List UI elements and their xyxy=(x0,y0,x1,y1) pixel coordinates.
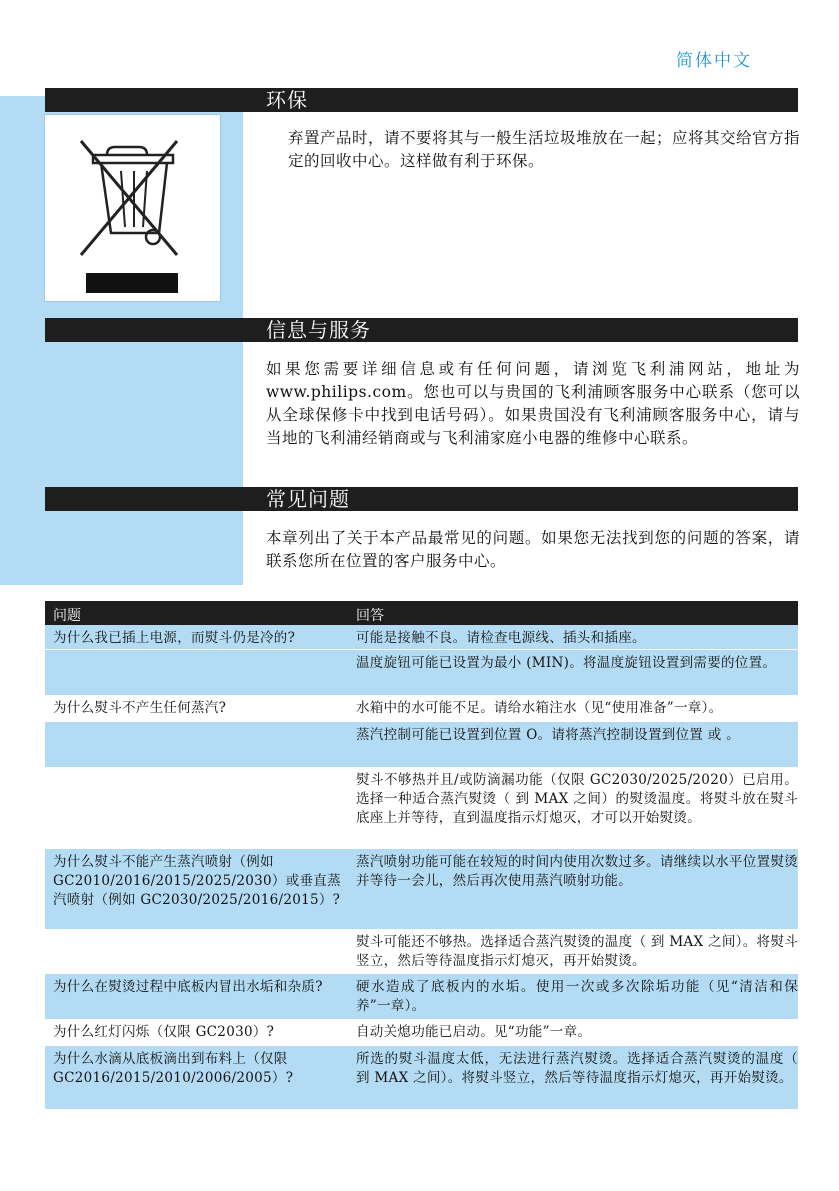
table-row xyxy=(45,849,798,929)
section-header-bar xyxy=(45,88,798,112)
section-title-env: 环保 xyxy=(266,88,308,112)
table-row xyxy=(45,722,798,767)
answer-cell: 蒸汽喷射功能可能在较短的时间内使用次数过多。请继续以水平位置熨烫并等待一会儿，然后再次使用蒸汽喷射功能。 xyxy=(356,854,798,889)
answer-cell: 水箱中的水可能不足。请给水箱注水（见“使用准备”一章）。 xyxy=(356,700,723,716)
crossed-bin-icon xyxy=(45,115,220,301)
answer-cell: 温度旋钮可能已设置为最小 (MIN)。将温度旋钮设置到需要的位置。 xyxy=(356,655,777,671)
table-row xyxy=(45,974,798,1019)
answer-cell: 可能是接触不良。请检查电源线、插头和插座。 xyxy=(356,630,646,646)
env-paragraph: 弃置产品时，请不要将其与一般生活垃圾堆放在一起；应将其交给官方指定的回收中心。这样做有利于环保。 xyxy=(288,129,801,170)
question-cell: 为什么熨斗不产生任何蒸汽? xyxy=(53,700,227,716)
header-answer: 回答 xyxy=(356,608,384,624)
answer-cell: 所选的熨斗温度太低，无法进行蒸汽熨烫。选择适合蒸汽熨烫的温度（ 到 MAX 之间）。将熨斗竖立，然后等待温度指示灯熄灭，再开始熨烫。 xyxy=(356,1051,798,1086)
section-title-faq: 常见问题 xyxy=(266,487,350,511)
section-title-info: 信息与服务 xyxy=(266,318,371,342)
faq-paragraph: 本章列出了关于本产品最常见的问题。如果您无法找到您的问题的答案，请联系您所在位置的客户服务中心。 xyxy=(266,529,800,570)
answer-cell: 蒸汽控制可能已设置到位置 O。请将蒸汽控制设置到位置 或 。 xyxy=(356,727,740,743)
question-cell: 为什么我已插上电源，而熨斗仍是冷的? xyxy=(53,630,296,646)
table-row xyxy=(45,625,798,650)
question-cell: 为什么熨斗不能产生蒸汽喷射（例如 GC2010/2016/2015/2025/2030）或垂直蒸汽喷射（例如 GC2030/2025/2016/2015）? xyxy=(53,854,341,908)
answer-cell: 硬水造成了底板内的水垢。使用一次或多次除垢功能（见“清洁和保养”一章）。 xyxy=(356,979,798,1014)
answer-cell: 熨斗不够热并且/或防滴漏功能（仅限 GC2030/2025/2020）已启用。选择一种适合蒸汽熨烫（ 到 MAX 之间）的熨烫温度。将熨斗放在熨斗底座上并等待，直到温度指示灯熄灭，才可以开始熨烫。 xyxy=(356,772,798,826)
info-paragraph: 如果您需要详细信息或有任何问题，请浏览飞利浦网站，地址为 www.philips.com。您也可以与贵国的飞利浦顾客服务中心联系（您可以从全球保修卡中找到电话号码）。如果贵国没有飞利浦顾客服务中心，请与当地的飞利浦经销商或与飞利浦家庭小电器的维修中心联系。 xyxy=(266,360,800,447)
table-row xyxy=(45,695,798,722)
weee-logo xyxy=(44,114,221,302)
question-cell: 为什么在熨烫过程中底板内冒出水垢和杂质? xyxy=(53,979,323,995)
table-row xyxy=(45,1019,798,1046)
faq-table xyxy=(45,601,798,1109)
question-cell: 为什么水滴从底板滴出到布料上（仅限 GC2016/2015/2010/2006/2005）? xyxy=(53,1051,294,1086)
answer-cell: 自动关熄功能已启动。见“功能”一章。 xyxy=(356,1024,592,1040)
section-header-bar xyxy=(45,487,798,511)
section-header-bar xyxy=(45,318,798,342)
answer-cell: 熨斗可能还不够热。选择适合蒸汽熨烫的温度（ 到 MAX 之间）。将熨斗竖立，然后等待温度指示灯熄灭，再开始熨烫。 xyxy=(356,934,798,969)
language-label: 简体中文 xyxy=(676,51,752,71)
table-row xyxy=(45,650,798,695)
table-row xyxy=(45,767,798,849)
table-header xyxy=(45,601,798,625)
question-cell: 为什么红灯闪烁（仅限 GC2030）? xyxy=(53,1024,275,1040)
table-row xyxy=(45,1046,798,1109)
header-question: 问题 xyxy=(53,608,81,624)
table-row xyxy=(45,929,798,974)
